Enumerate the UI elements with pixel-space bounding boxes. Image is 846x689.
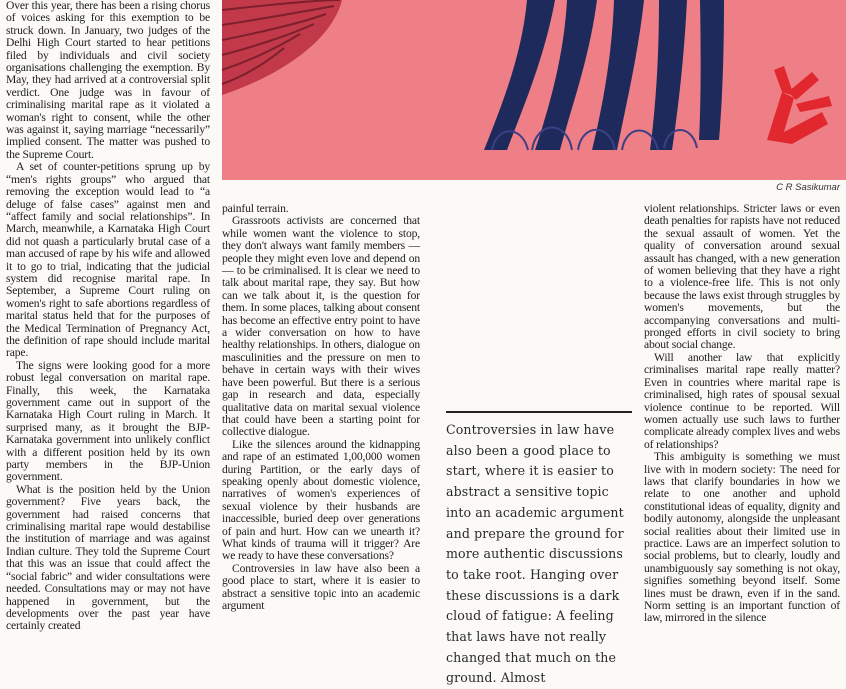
blue-bands [484,0,724,150]
pull-quote: Controversies in law have also been a good place to start, where it is easier to abstract a sensitive topic into an academic argument and prepare the ground for more authentic discussions to take root. Hanging over these discussions is a dark cloud of fatigue: A feeling that laws have not really changed that much on the ground. Almost [446,422,624,686]
paragraph: This ambiguity is something we must live with in modern society: The need for laws that clarify boundaries in how we relate to one another and uphold constitutional ideas of equality, dignity and bodily autonomy, alongside the unpleasant social realities about their limited use in practice. Laws are an imperfect solution to social problems, but to clearly, loudly and unambiguously say something is not okay, signifies something beyond itself. Some lines must be drawn, even if in the sand. Norm setting is an important function of law, mirrored in the silence [644,450,840,625]
illustration-artwork [222,0,846,180]
paragraph: Controversies in law have also been a good place to start, where it is easier to abstract a sensitive topic into an academic argument [222,561,420,612]
paragraph: The signs were looking good for a more robust legal conversation on marital rape. Finally, this week, the Karnataka government came out in support of the Karnataka High Court ruling in March. It surprised many, as it brought the BJP-Karnataka government into unlikely conflict with a different position held by its own party members in the BJP-Union government. [6,358,210,484]
article-illustration [222,0,846,180]
article-column-2 [222,202,420,612]
article-column-3 [644,202,840,625]
paragraph: Like the silences around the kidnapping and rape of an estimated 1,00,000 women during Partition, or the early days of speaking openly about domestic violence, narratives of women's experiences of sexual violence by their husbands are inaccessible, buried deep over generations of pain and hurt. How can we unearth it? What kinds of trauma will it trigger? Are we ready to have these conversations? [222,437,420,563]
article-column-1 [6,0,210,633]
paragraph: Grassroots activists are concerned that while women want the violence to stop, they don't always want family members — people they might even love and depend on — to be criminalised. It is clear we need to talk about marital rape, they say. But how can we talk about it, is the question for them. In some places, talking about consent has become an effective entry point to have a wider conversation on how to have healthy relationships. In others, dialogue on masculinities and the pressure on men to behave in certain ways with their wives have been powerful. But there is a serious gap in research and data, especially qualitative data on marital sexual violence that could have been a starting point for collective dialogue. [222,214,420,439]
paragraph: A set of counter-petitions sprung up by “men's rights groups” who argued that removing the exception would lead to “a deluge of false cases” against men and “affect family and social relationships”. In March, meanwhile, a Karnataka High Court did not quash a particularly brutal case of a man accused of rape by his wife and allowed it to go to trial, indicating that the judicial system did recognise marital rape. In September, a Supreme Court ruling on women's right to safe abortions regardless of marital status held that for the purposes of the Medical Termination of Pregnancy Act, the definition of rape should include marital rape. [6,160,210,360]
illustration-credit: C R Sasikumar [776,182,840,193]
red-figure [767,66,832,144]
paragraph: Will another law that explicitly criminalises marital rape really matter? Even in countries where marital rape is criminalised, high rates of spousal sexual violence continue to be reported. Will women actually use such laws to further complicate already complex lives and webs of relationships? [644,350,840,451]
striped-shape [222,0,342,95]
paragraph: violent relationships. Stricter laws or even death penalties for rapists have not reduced the sexual assault of women. Yet the quality of conversation around sexual assault has changed, with a new generation of women believing that they have a right to a violence-free life. This is not only because the laws exist through struggles by women's movements, but the accompanying conversations and multi-pronged efforts in civil society to bring about social change. [644,202,840,352]
paragraph: What is the position held by the Union government? Five years back, the government had raised concerns that criminalising marital rape would destabilise the institution of marriage and was against Indian culture. They told the Supreme Court that this was an issue that could affect the “social fabric” and wider consultations were needed. Consultations may or may not have happened in government, but the developments over the past year have certainly created [6,482,210,633]
paragraph: Over this year, there has been a rising chorus of voices asking for this exemption to be struck down. In January, two judges of the Delhi High Court started to hear petitions filed by individuals and civil society organisations challenging the exemption. By May, they had arrived at a controversial split verdict. One judge was in favour of criminalising marital rape as it violated a woman's right to consent, while the other was against it, saying marriage “necessarily” implied consent. The matter was pushed to the Supreme Court. [6,0,210,161]
paragraph: painful terrain. [222,202,289,215]
pull-quote-rule [446,411,632,413]
